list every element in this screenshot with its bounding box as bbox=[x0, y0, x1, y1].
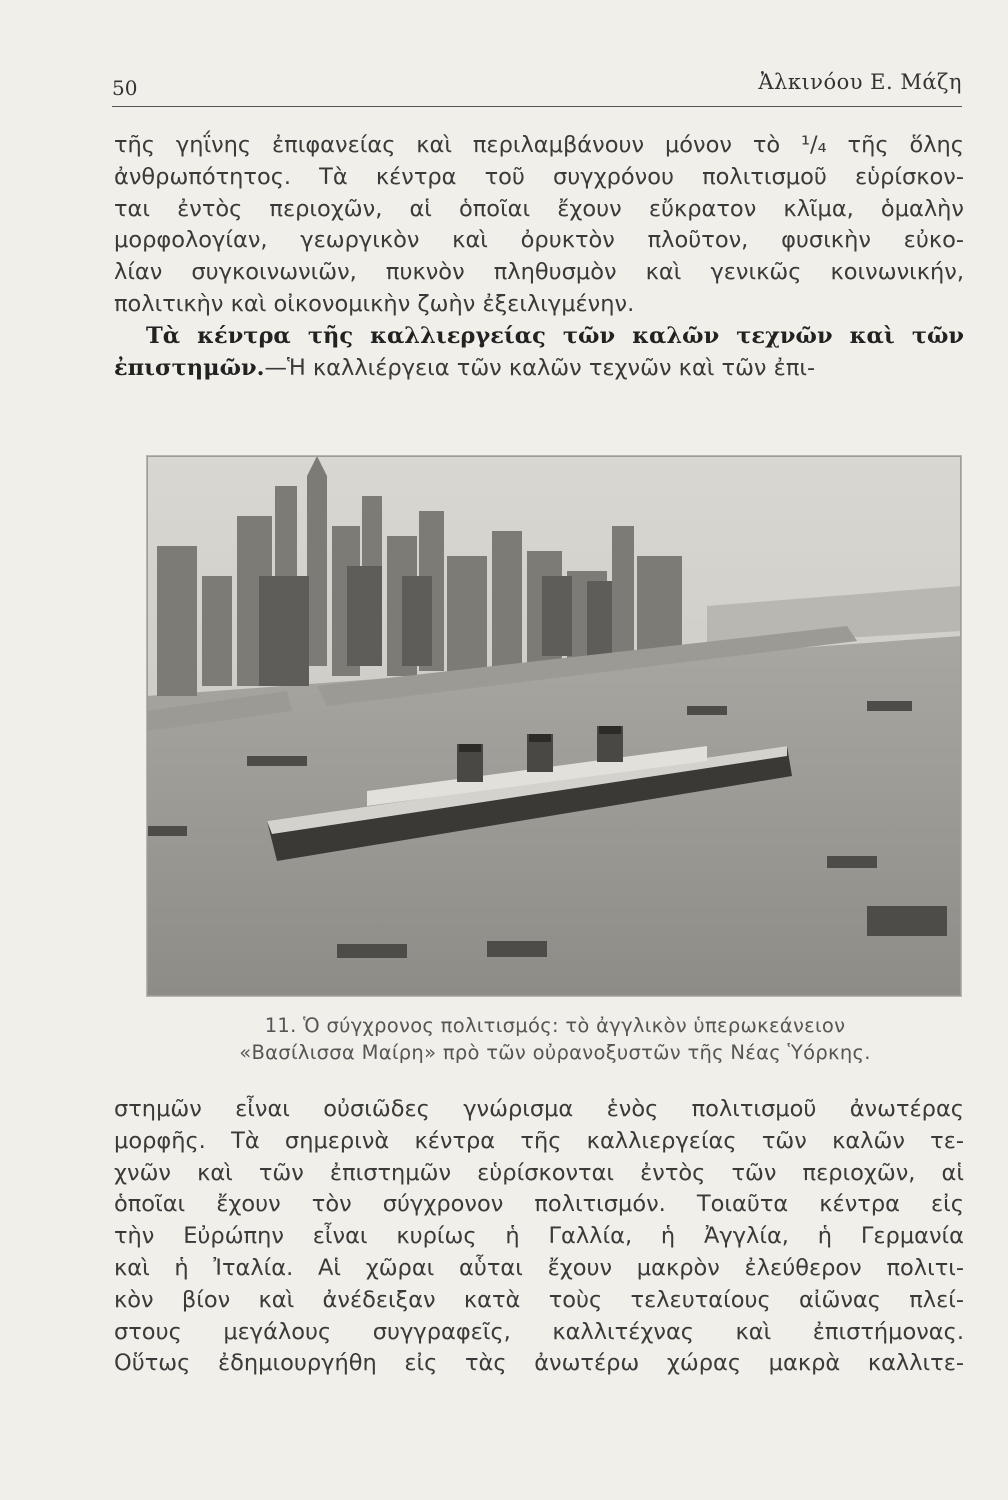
figure-caption bbox=[140, 1012, 970, 1066]
caption-line: «Βασίλισσα Μαίρη» πρὸ τῶν οὐρανοξυστῶν τῆς Νέας Ὑόρκης. bbox=[239, 1041, 871, 1064]
page-header bbox=[112, 66, 962, 107]
section-heading: Τὰ κέντρα τῆς καλλιεργείας τῶν καλῶν τεχνῶν καὶ τῶν bbox=[146, 322, 964, 349]
caption-line: 11. Ὁ σύγχρονος πολιτισμός: τὸ ἀγγλικὸν ὑπερωκεάνειον bbox=[264, 1014, 846, 1037]
text-line: ται ἐντὸς περιοχῶν, αἱ ὁποῖαι ἔχουν εὔκρατον κλῖμα, ὁμαλὴν bbox=[114, 195, 964, 222]
text-line: ἀνθρωπότητος. Τὰ κέντρα τοῦ συγχρόνου πολιτισμοῦ εὑρίσκον- bbox=[114, 163, 964, 190]
section-body-start: —Ἡ καλλιέργεια τῶν καλῶν τεχνῶν καὶ τῶν ἐπι- bbox=[264, 354, 816, 381]
text-line: στους μεγάλους συγγραφεῖς, καλλιτέχνας καὶ ἐπιστήμονας. bbox=[114, 1318, 964, 1345]
text-line: Οὕτως ἐδημιουργήθη εἰς τὰς ἀνωτέρω χώρας μακρὰ καλλιτε- bbox=[114, 1350, 964, 1377]
top-paragraph bbox=[114, 130, 964, 384]
text-line: χνῶν καὶ τῶν ἐπιστημῶν εὑρίσκονται ἐντὸς τῶν περιοχῶν, αἱ bbox=[114, 1159, 964, 1186]
text-line: πολιτικὴν καὶ οἰκονομικὴν ζωὴν ἐξειλιγμένην. bbox=[114, 290, 635, 317]
harbor-illustration bbox=[147, 456, 961, 996]
running-head-author: Ἀλκινόου Ε. Μάζη bbox=[758, 70, 962, 94]
figure-photo-queen-mary bbox=[146, 455, 962, 997]
section-heading-continued bbox=[114, 353, 964, 385]
text-line: λίαν συγκοινωνιῶν, πυκνὸν πληθυσμὸν καὶ γενικῶς κοινωνικήν, bbox=[114, 259, 964, 286]
page-number: 50 bbox=[112, 76, 138, 100]
section-heading-end: ἐπιστημῶν. bbox=[114, 354, 265, 381]
text-line: στημῶν εἶναι οὐσιῶδες γνώρισμα ἑνὸς πολιτισμοῦ ἀνωτέρας bbox=[114, 1096, 964, 1122]
text-line: μορφολογίαν, γεωργικὸν καὶ ὀρυκτὸν πλοῦτον, φυσικὴν εὐκο- bbox=[114, 227, 964, 254]
bottom-paragraph bbox=[114, 1094, 964, 1380]
text-line: ὁποῖαι ἔχουν τὸν σύγχρονον πολιτισμόν. Τοιαῦτα κέντρα εἰς bbox=[114, 1191, 964, 1218]
text-line: τὴν Εὐρώπην εἶναι κυρίως ἡ Γαλλία, ἡ Ἀγγλία, ἡ Γερμανία bbox=[114, 1223, 964, 1250]
text-line: κὸν βίον καὶ ἀνέδειξαν κατὰ τοὺς τελευταίους αἰῶνας πλεί- bbox=[114, 1286, 964, 1313]
text-line: καὶ ἡ Ἰταλία. Αἱ χῶραι αὗται ἔχουν μακρὸν ἐλεύθερον πολιτι- bbox=[114, 1254, 964, 1281]
text-line: μορφῆς. Τὰ σημερινὰ κέντρα τῆς καλλιεργείας τῶν καλῶν τε- bbox=[114, 1127, 964, 1154]
text-line: τῆς γηΐνης ἐπιφανείας καὶ περιλαμβάνουν μόνον τὸ ¹/₄ τῆς ὅλης bbox=[114, 132, 964, 158]
